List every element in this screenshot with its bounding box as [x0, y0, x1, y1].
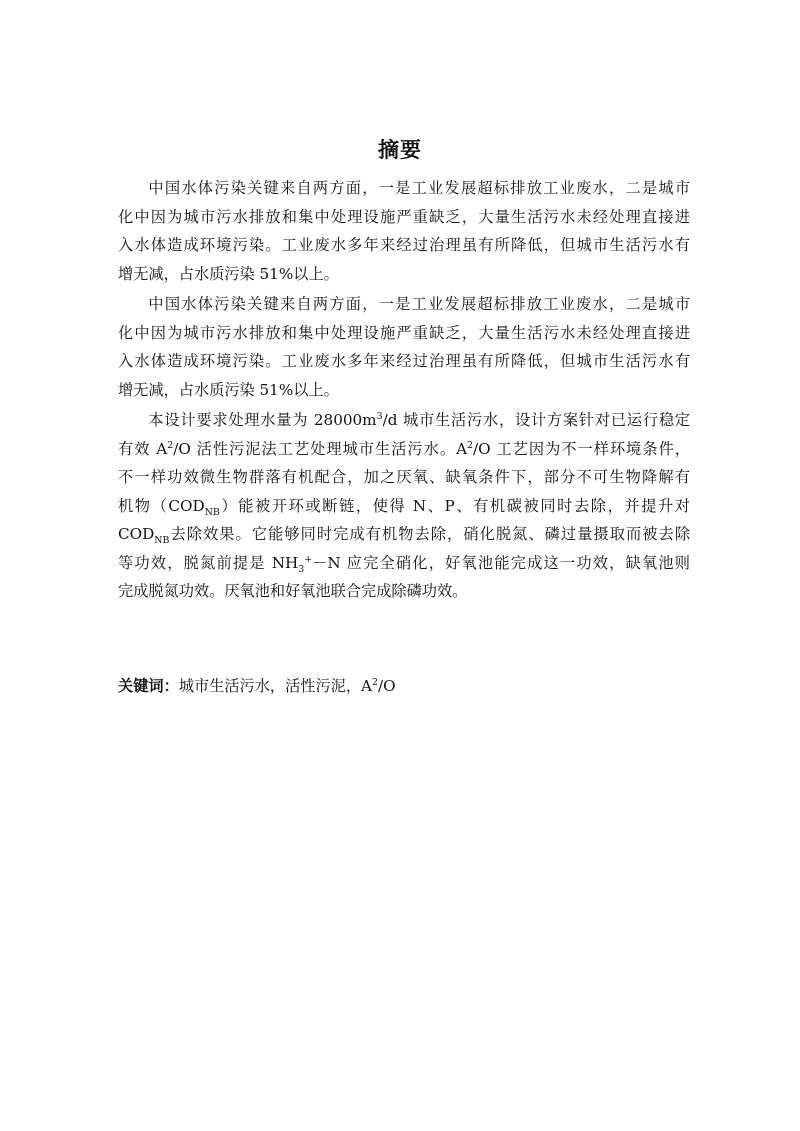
subscript: 3 [298, 563, 305, 575]
text-run: 本设计要求处理水量为 28000m [148, 411, 377, 429]
text-line: 中国水体污染关键来自两方面，一是工业发展超标排放工业废水，二是城市 [148, 179, 690, 197]
text-line [118, 492, 690, 521]
text-line: 增无减，占水质污染 51%以上。 [118, 264, 339, 283]
text-run: COD [118, 525, 155, 543]
text-line [118, 549, 690, 578]
text-run: /O 工艺因为不一样环境条件， [473, 439, 690, 458]
keywords-line [118, 675, 396, 696]
text-line: 增无减，占水质污染 51%以上。 [118, 380, 339, 399]
text-line [118, 520, 690, 549]
text-line: 化中因为城市污水排放和集中处理设施严重缺乏，大量生活污水未经处理直接进 [118, 207, 690, 226]
text-run: 等功效，脱氮前提是 NH [118, 553, 299, 572]
paragraph-3 [118, 406, 690, 606]
superscript: 3 [376, 410, 383, 422]
text-run: 去除效果。它能够同时完成有机物去除，硝化脱氮、磷过量摄取而被去除 [169, 525, 690, 543]
superscript: 2 [371, 676, 378, 688]
superscript: + [304, 553, 313, 565]
text-line: 入水体造成环境污染。工业废水多年来经过治理虽有所降低，但城市生活污水有 [118, 236, 690, 254]
subscript: NB [204, 506, 220, 518]
text-run: /d 城市生活污水，设计方案针对已运行稳定 [382, 411, 690, 429]
paragraph-2 [118, 290, 690, 404]
paragraph-1 [118, 174, 690, 288]
text-run: 有效 A [118, 439, 168, 458]
text-line: 不一样功效微生物群落有机配合，加之厌氧、缺氧条件下，部分不可生物降解有 [118, 468, 690, 486]
text-line: 中国水体污染关键来自两方面，一是工业发展超标排放工业废水，二是城市 [148, 295, 690, 313]
text-run: ）能被开环或断链，使得 N、P、有机碳被同时去除，并提升对 [219, 496, 690, 515]
superscript: 2 [467, 439, 474, 451]
keywords-value: 城市生活污水，活性污泥，A [178, 677, 372, 695]
text-run: －N 应完全硝化，好氧池能完成这一功效，缺氧池则 [312, 553, 690, 572]
text-run: /O 活性污泥法工艺处理城市生活污水。A [173, 439, 468, 458]
keywords-value: /O [377, 677, 396, 695]
text-line [118, 435, 690, 464]
superscript: 2 [167, 439, 174, 451]
keywords-label: 关键词： [118, 677, 179, 695]
text-line: 完成脱氮功效。厌氧池和好氧池联合完成除磷功效。 [118, 582, 468, 600]
text-line: 化中因为城市污水排放和集中处理设施严重缺乏，大量生活污水未经处理直接进 [118, 323, 690, 342]
subscript: NB [154, 535, 170, 547]
text-line [118, 406, 690, 435]
text-run: 机物（COD [118, 496, 205, 515]
abstract-title: 摘要 [378, 138, 422, 162]
text-line: 入水体造成环境污染。工业废水多年来经过治理虽有所降低，但城市生活污水有 [118, 352, 690, 370]
abstract-body [118, 174, 690, 608]
